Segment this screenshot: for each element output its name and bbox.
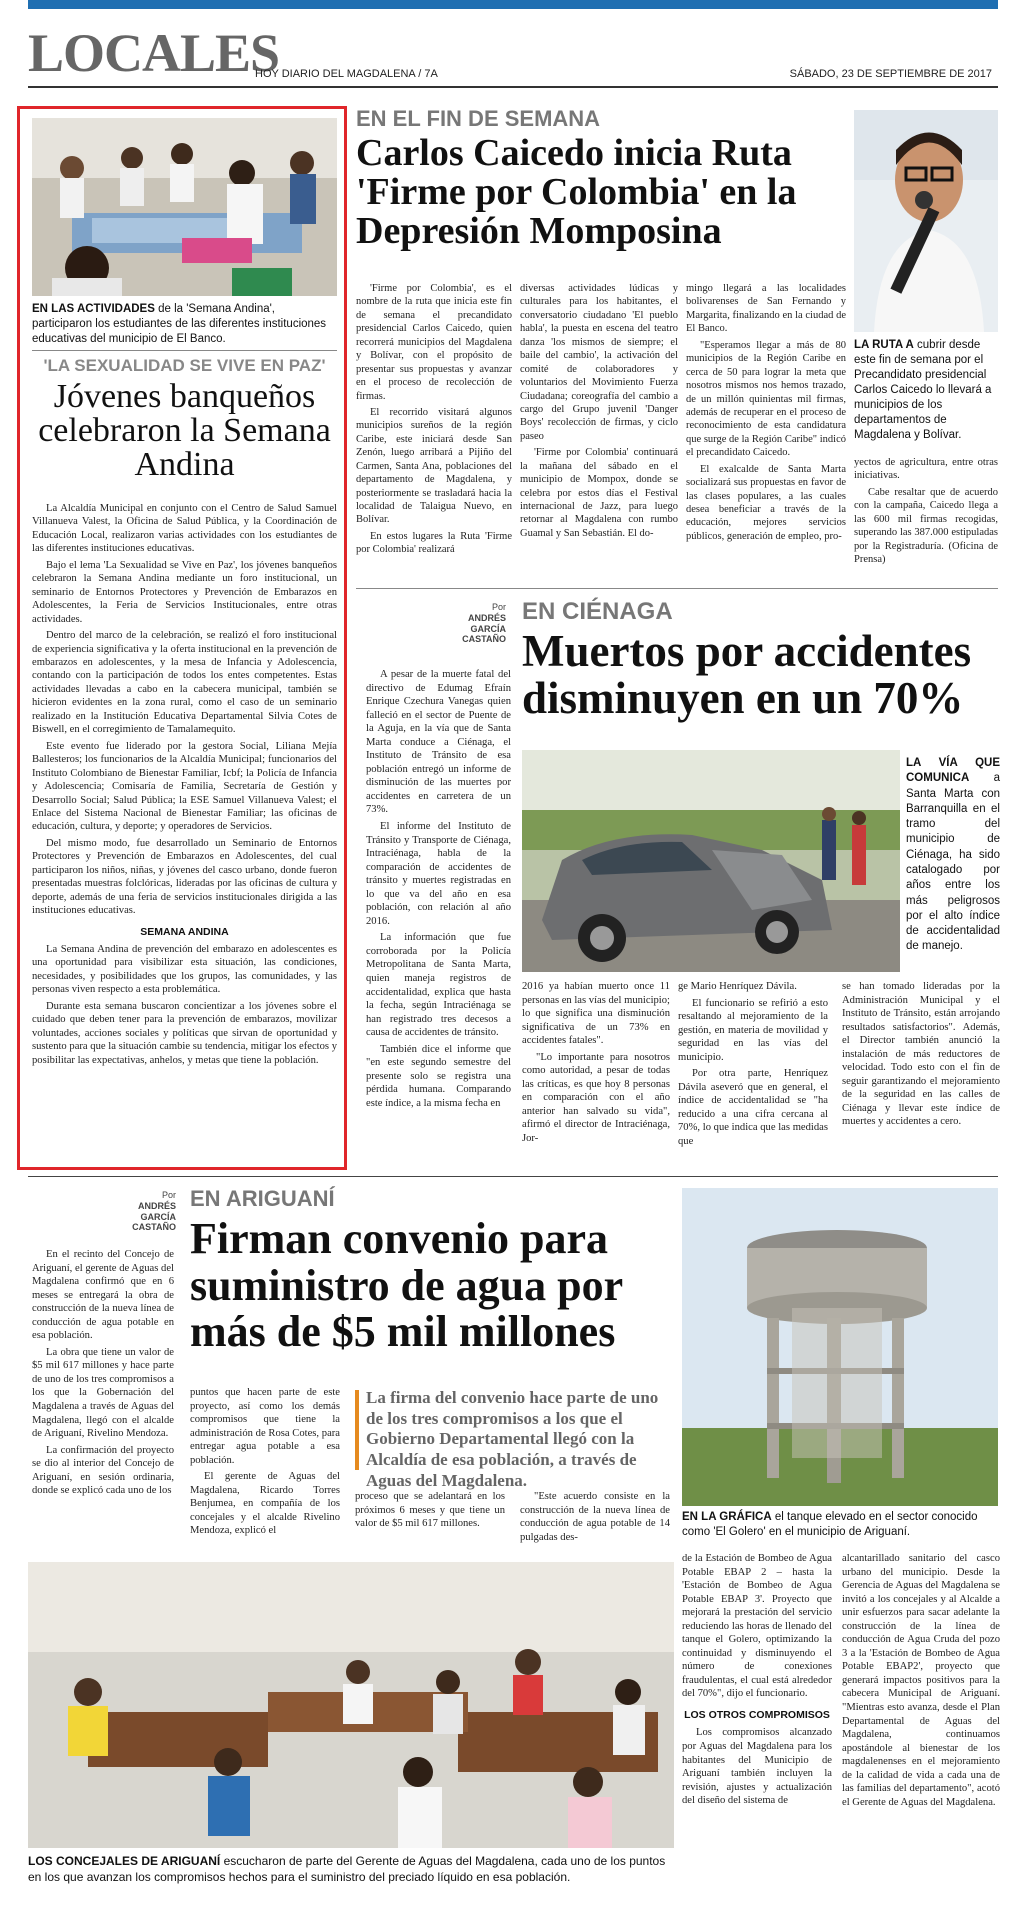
paragraph: 2016 ya habían muerto once 11 personas en las vías del municipio; lo que significa una disminución significativa de un 73% en accidentes fatales". [522, 981, 670, 1047]
caicedo-portrait-photo [854, 110, 998, 332]
paragraph: "Esperamos llegar a más de 80 municipios de la Región Caribe en cerca de 50 para lograr la meta que nosotros mismos nos hemos trazado, de un millón quinientas mil firmas, además de recuperar en el proceso de reconocimiento de esta candidatura que surge de la Región Caribe" indicó el precandidato Caicedo. [686, 339, 846, 459]
paragraph: El informe del Instituto de Tránsito y Transporte de Ciénaga, Intraciénaga, habla de la comparación de accidentes de tránsito y muertes registradas en lo que va del año en esa población, con relación al año 2016. [366, 821, 511, 927]
paper-name: HOY DIARIO DEL MAGDALENA / 7A [255, 68, 438, 80]
cienaga-headline: Muertos por accidentes disminuyen en un 70% [522, 626, 972, 723]
car-crash-photo [522, 750, 900, 972]
header-rule [28, 86, 998, 88]
paragraph: puntos que hacen parte de este proyecto, así como los demás compromisos que tiene la administración de Rosa Cotes, para entregar agua potable a esa población. [190, 1387, 340, 1466]
caption-lead: EN LA GRÁFICA [682, 1511, 772, 1523]
cienaga-byline [440, 602, 506, 645]
paragraph: Por otra parte, Henríquez Dávila aseveró que en general, el índice de accidentalidad se "ha reducido a una cifra cercana al 70%, lo que indica que las medidas que [678, 1068, 828, 1148]
cienaga-col2 [522, 980, 670, 1149]
paragraph: La confirmación del proyecto se dio al interior del Concejo de Ariguaní, en sesión ordinaria, donde se explicó cada uno de los [32, 1444, 174, 1497]
student-activity-photo [32, 118, 337, 296]
paragraph: En el recinto del Concejo de Ariguaní, el gerente de Aguas del Magdalena confirmó que en 6 meses se entregará la obra de construcción de la nueva línea de conducción de agua potable en esa población. [32, 1249, 174, 1342]
caicedo-col1 [356, 282, 512, 560]
andina-photo-caption [32, 302, 337, 347]
caicedo-photo-caption [854, 338, 998, 443]
cienaga-kicker: EN CIÉNAGA [522, 598, 673, 625]
caicedo-col3 [686, 282, 846, 546]
paragraph: El exalcalde de Santa Marta socializará sus propuestas en favor de las clases populares, a las cuales desea beneficiar a través de la educación, mejores servicios públicos, generación de empleo, pro- [686, 463, 846, 542]
andina-kicker: 'LA SEXUALIDAD SE VIVE EN PAZ' [43, 356, 326, 375]
paragraph: yectos de agricultura, entre otras iniciativas. [854, 457, 998, 482]
tank-photo-caption [682, 1510, 998, 1540]
ariguani-col5 [842, 1552, 1000, 1812]
paragraph: La Alcaldía Municipal en conjunto con el Centro de Salud Samuel Villanueva Valest, la Oficina de Salud Pública, y la Coordinación de Educación Local, realizaron varias actividades con los estudiantes de las diferentes instituciones educativas. [32, 503, 337, 555]
ariguani-col3 [520, 1490, 670, 1547]
ariguani-col2b [355, 1490, 505, 1534]
ariguani-byline [110, 1190, 176, 1233]
paragraph: de la Estación de Bombeo de Agua Potable EBAP 2 – hasta la 'Estación de Bombeo de Agua Potable EBAP 3'. Proyecto que mejorará la prestación del servicio reduciendo las horas de llenado del tanque el Golero, optimizando la continuidad y disminuyendo el número de conexiones fraudulentas, el cual está alrededor del 70%", dijo el funcionario. [682, 1553, 832, 1700]
byline-name: ANDRÉS GARCÍA CASTAÑO [132, 1200, 176, 1233]
water-tank-photo [682, 1188, 998, 1506]
caption-text: el tanque elevado en el sector conocido como 'El Golero' en el municipio de Ariguaní. [682, 1511, 978, 1538]
caption-lead: LA RUTA A [854, 339, 914, 351]
caicedo-col2 [520, 282, 678, 543]
paragraph: "Lo importante para nosotros como autoridad, a pesar de todas las críticas, es que hoy 8 personas en comparación con el año anterior han salvado su vida", afirmó el director de Intraciénaga, Jor- [522, 1051, 670, 1145]
caicedo-col4 [854, 456, 998, 570]
paragraph: Los compromisos alcanzado por Aguas del Magdalena para los habitantes del Municipio de Ariguaní también incluyen la revisión, ajustes y actualización del diseño del sistema de [682, 1727, 832, 1807]
paragraph: mingo llegará a las localidades bolivarenses de San Fernando y Margarita, finalizando en la ciudad de El Banco. [686, 283, 846, 335]
divider [28, 1176, 998, 1177]
council-meeting-photo [28, 1562, 674, 1848]
paragraph: Del mismo modo, fue desarrollado un Seminario de Entornos Protectores y Prevención de Embarazos en Adolescentes, del cual participaron los niños, niñas, y jóvenes del casco urbano, donde fueron presentadas muestras folclóricas, lideradas por las oficinas de cultura y deporte, además de una feria de servicios institucionales dirigida a las instituciones educativas. [32, 837, 337, 917]
byline-por: Por [491, 602, 506, 612]
cienaga-photo-caption [906, 756, 1000, 955]
ariguani-pullquote: La firma del convenio hace parte de uno de los tres compromisos a los que el Gobierno Departamental llegó con la Alcaldía de esa población, a través de Aguas del Magdalena. [366, 1388, 659, 1490]
paragraph: proceso que se adelantará en los próximos 6 meses y que tiene un valor de $5 mil 617 millones. [355, 1491, 505, 1530]
ariguani-kicker: EN ARIGUANÍ [190, 1186, 335, 1211]
paragraph: A pesar de la muerte fatal del directivo de Edumag Efraín Enrique Czechura Vanegas quien falleció en el sector de Puente de la Aguja, en la vía que de Santa Marta conduce a Ciénaga, el Instituto de Tránsito de esa población entregó un informe de disminución de las muertes por accidentes en carretera de un 73%. [366, 669, 511, 816]
paragraph: se han tomado lideradas por la Administración Municipal y el Instituto de Tránsito, están arrojando resultados satisfactorios". Además, el Director también anunció la instalación de más reductores de velocidad. Todo esto con el fin de seguir garantizando el mejoramiento de la seguridad en las calles de Ciénaga y llevar este índice de muertes y accidentes a cero. [842, 981, 1000, 1128]
ariguani-headline: Firman convenio para suministro de agua por más de $5 mil millones [190, 1214, 623, 1357]
ariguani-col4 [682, 1552, 832, 1811]
paragraph: También dice el informe que "en este segundo semestre del presente solo se registra una pérdida humana. Comparando este índice, a la misma fecha en [366, 1043, 511, 1109]
paragraph: El funcionario se refirió a esto resaltando al mejoramiento de la gestión, en materia de movilidad y seguridad en las vías del municipio. [678, 997, 828, 1063]
paragraph: Dentro del marco de la celebración, se realizó el foro institucional de experiencia significativa y la oferta institucional en la prevención de embarazos en adolescentes, y la mesa de Infancia y Adolescencia, contando con la participación de todos los entes competentes. Estas actividades llevadas a cabo en la cabecera municipal, también se hicieron evidentes en la zona rural, como el caso de un seminario realizado en la Institución Educativa Departamental Silvia Cotes de Biswell, en el corregimiento de Tamalamequito. [32, 630, 337, 736]
publication-date: SÁBADO, 23 DE SEPTIEMBRE DE 2017 [789, 68, 992, 80]
paragraph: diversas actividades lúdicas y culturales para los habitantes, el conversatorio ciudadano 'El pueblo habla', la puesta en escena del teatro danza 'los mismos de siempre; el baile del cambio', la activación del comité de colaboradores y voluntarios del Movimiento Fuerza Ciudadana; coreografía del cambio a cargo del Grupo juvenil 'Danger Boys' recolección de firmas, y ciclo paseo [520, 283, 678, 442]
paragraph: La obra que tiene un valor de $5 mil 617 millones y hace parte de uno de los tres compromisos a los que la Gobernación del Magdalena a través de Aguas del Magdalena, llegó con el alcalde de Ariguaní, Rivelino Mendoza. [32, 1346, 174, 1440]
paragraph: Durante esta semana buscaron concientizar a los jóvenes sobre el cuidado que deben tener para la prevención de embarazos, movilizar voluntades, acciones sociales y políticas que sirvan de oportunidad y sustento para que la situación cambie su tendencia, mitigar los efectos y posibilitar las expectativas, anhelos, y metas que tiene la población. [32, 1000, 337, 1066]
byline-por: Por [161, 1190, 176, 1200]
paragraph: 'Firme por Colombia', es el nombre de la ruta que inicia este fin de semana el precandidato presidencial Carlos Caicedo, quien recorrerá municipios del Magdalena y Bolívar, con el propósito de presentar sus propuestas y avanzar en el proceso de recolección de firmas. [356, 283, 512, 402]
andina-subhead: SEMANA ANDINA [140, 925, 229, 938]
byline-name: ANDRÉS GARCÍA CASTAÑO [462, 612, 506, 645]
divider [32, 350, 337, 351]
cienaga-col3 [678, 980, 828, 1152]
andina-headline: Jóvenes banqueños celebraron la Semana Andina [38, 378, 331, 483]
paragraph: El recorrido visitará algunos municipios sureños de la región Caribe, este iniciará desde San Zenón, luego arribará a Pijiño del Carmen, Santa Ana, poblaciones del departamento de Magdalena, y posteriormente se trasladará hacia la localidad de Talaigua Nuevo, en Bolívar. [356, 406, 512, 526]
paragraph: La Semana Andina de prevención del embarazo en adolescentes es una oportunidad para visibilizar esta situación, las condiciones, necesidades, y posibilidades que los grupos, las comunidades, y las personas viven respecto a esta problemática. [32, 943, 337, 996]
top-color-bar [28, 0, 998, 9]
caption-text: a Santa Marta con Barranquilla en el tramo del municipio de Ciénaga, ha sido catalogado por años entre los más peligrosos por el alto índice de accidentalidad de manejo. [906, 772, 1000, 953]
paragraph: Cabe resaltar que de acuerdo con la campaña, Caicedo llega a las 600 mil firmas recogidas, superando las 387.000 estipuladas por la Registraduría. (Oficina de Prensa) [854, 486, 998, 566]
paragraph: 'Firme por Colombia' continuará la mañana del sábado en el municipio de Mompox, donde se celebra por estos días el Festival internacional de Jazz, para luego retornar al Magdalena con rumbo Guamal y San Sebastián. El do- [520, 447, 678, 539]
ariguani-col2 [190, 1386, 340, 1541]
caption-text: de la 'Semana Andina', participaron los estudiantes de las diferentes instituciones educativas del municipio de El Banco. [32, 303, 327, 345]
caption-text: escucharon de parte del Gerente de Aguas del Magdalena, cada uno de los puntos en los que avanzan los compromisos hechos para el suministro del preciado líquido en esa población. [28, 1854, 666, 1884]
caption-text: cubrir desde este fin de semana por el Precandidato presidencial Carlos Caicedo lo llevará a municipios de los departamentos de Magdalena y Bolívar. [854, 339, 992, 441]
divider [356, 588, 998, 589]
paragraph: Bajo el lema 'La Sexualidad se Vive en Paz', los jóvenes banqueños celebraron la Semana Andina mediante un foro institucional, un seminario de Entornos Protectores y Prevención de Embarazos en Adolescentes, la Feria de Servicios Institucionales, entre otras actividades. [32, 559, 337, 625]
caicedo-kicker: EN EL FIN DE SEMANA [356, 106, 601, 131]
caption-lead: LOS CONCEJALES DE ARIGUANÍ [28, 1854, 221, 1868]
andina-body [32, 502, 337, 1070]
pullquote-bar [355, 1390, 359, 1470]
paragraph: En estos lugares la Ruta 'Firme por Colombia' realizará [356, 530, 512, 556]
paragraph: ge Mario Henríquez Dávila. [678, 981, 797, 992]
paragraph: Este evento fue liderado por la gestora Social, Liliana Mejía Ballesteros; los funcionarios de la Alcaldía Municipal; funcionarios del Instituto Colombiano de Bienestar Familiar, Icbf; la Policía de Infancia y Adolescencia; Comisaría de Familia, Secretaría de Gestión y Desarrollo Social; Salud Pública; la ESE Samuel Villanueva Valest; el Enlace del Sistema Nacional de Bienestar Familiar; las oficinas de educación, cultura, y deporte; y operadores de Servicios. [32, 740, 337, 833]
ariguani-subhead: LOS OTROS COMPROMISOS [684, 1709, 830, 1722]
paragraph: El gerente de Aguas del Magdalena, Ricardo Torres Benjumea, en compañía de los concejales y el alcalde Rivelino Mendoza, explicó el [190, 1471, 340, 1537]
meeting-photo-caption [28, 1854, 674, 1885]
ariguani-col1 [32, 1248, 174, 1501]
paragraph: alcantarillado sanitario del casco urbano del municipio. Desde la Gerencia de Aguas del Magdalena se invitó a los concejales y al Alcalde a unir esfuerzos para sacar adelante la construcción de la línea de conducción de Agua Cruda del pozo 3 a la 'Estación de Bombeo de Agua Potable EBAP2', proyecto que generará impactos positivos para la cabecera Municipal de Ariguaní. "Mientras esto avanza, desde el Plan Departamental de Aguas del Magdalena, continuamos apostándole al bienestar de los magdalenenses en el mejoramiento de la calidad de vida a cada una de las familias del departamento", acotó el Gerente de Aguas del Magdalena. [842, 1553, 1000, 1808]
section-title: LOCALES [28, 23, 280, 83]
caption-lead: LA VÍA QUE COMUNICA [906, 757, 1000, 785]
caption-lead: EN LAS ACTIVIDADES [32, 303, 155, 315]
paragraph: La información que fue corroborada por la Policía Metropolitana de Santa Marta, quien maneja registros de accidentalidad, explica que hasta la fecha, según Intraciénaga se han registrado tres decesos a causa de accidentes de tránsito. [366, 932, 511, 1039]
cienaga-col4 [842, 980, 1000, 1132]
paragraph: "Este acuerdo consiste en la construcción de la nueva línea de conducción de agua potable de 14 pulgadas des- [520, 1491, 670, 1543]
cienaga-col1 [366, 668, 511, 1114]
caicedo-headline: Carlos Caicedo inicia Ruta 'Firme por Colombia' en la Depresión Momposina [356, 132, 797, 253]
